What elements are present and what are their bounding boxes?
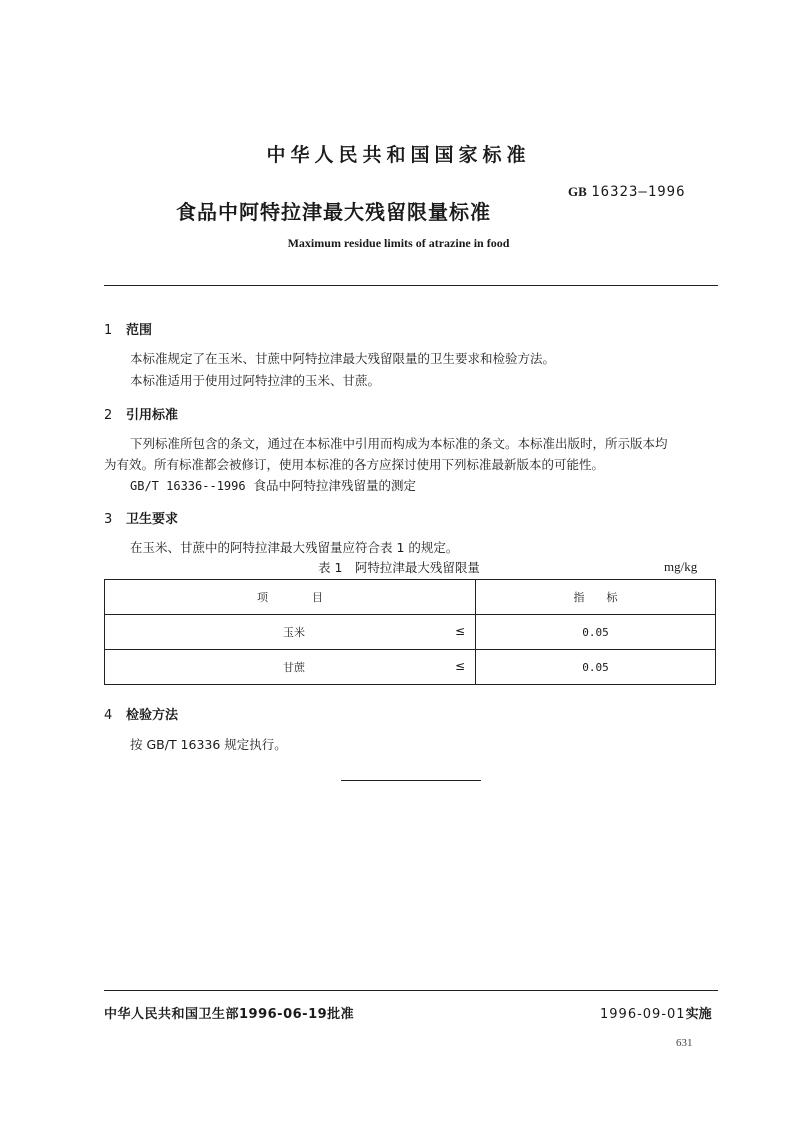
document-title: 食品中阿特拉津最大残留限量标准 (176, 200, 491, 224)
row-operator: ≤ (454, 659, 465, 673)
row-operator: ≤ (454, 624, 465, 638)
section-title: 范围 (126, 323, 153, 338)
end-rule (341, 780, 481, 781)
section-hygiene-heading (104, 508, 178, 527)
table-unit: mg/kg (664, 559, 698, 574)
footer-divider (104, 990, 718, 991)
row-item-name: 甘蔗 (283, 661, 305, 674)
section-references-heading (104, 404, 178, 423)
section-title: 卫生要求 (126, 512, 179, 527)
header-divider (104, 285, 718, 286)
section-number: 3 (104, 512, 113, 527)
page-number: 631 (676, 1037, 693, 1049)
row-value: 0.05 (476, 650, 716, 685)
section-title: 检验方法 (126, 708, 179, 723)
scope-paragraph-2: 本标准适用于使用过阿特拉津的玉米、甘蔗。 (130, 373, 381, 388)
row-item (105, 650, 476, 685)
row-item-name: 玉米 (283, 626, 305, 639)
section-scope-heading (104, 319, 152, 338)
scope-paragraph-1: 本标准规定了在玉米、甘蔗中阿特拉津最大残留限量的卫生要求和检验方法。 (130, 351, 556, 366)
national-standard-label: 中华人民共和国国家标准 (266, 144, 531, 166)
section-number: 1 (104, 323, 113, 338)
references-paragraph-line-1: 下列标准所包含的条文，通过在本标准中引用而构成为本标准的条文。本标准出版时，所示版本均 (130, 436, 668, 451)
header-item-label: 项 目 (257, 591, 323, 604)
table-caption: 表 1 阿特拉津最大残留限量 (318, 560, 480, 575)
effective-date: 1996-09-01 (600, 1007, 686, 1022)
section-method-heading (104, 704, 178, 723)
table-header-row (105, 580, 716, 615)
row-item (105, 615, 476, 650)
section-title: 引用标准 (126, 408, 179, 423)
standard-number-value: 16323—1996 (591, 184, 686, 200)
table-row (105, 650, 716, 685)
reference-code: GB/T 16336--1996 (130, 479, 246, 493)
table-row (105, 615, 716, 650)
approval-info: 中华人民共和国卫生部1996-06-19批准 (104, 1007, 355, 1022)
reference-title: 食品中阿特拉津残留量的测定 (253, 478, 417, 493)
standard-prefix: GB (568, 184, 587, 199)
section-number: 2 (104, 408, 113, 423)
header-index (476, 580, 716, 615)
section-number: 4 (104, 708, 113, 723)
effective-info (600, 1003, 712, 1022)
header-index-label: 指 标 (573, 591, 618, 604)
standard-number (568, 184, 686, 200)
references-paragraph-line-2: 为有效。所有标准都会被修订，使用本标准的各方应探讨使用下列标准最新版本的可能性。 (104, 457, 605, 472)
effective-label: 实施 (685, 1007, 712, 1022)
row-value: 0.05 (476, 615, 716, 650)
reference-entry (130, 476, 416, 494)
document-title-english: Maximum residue limits of atrazine in food (287, 236, 510, 250)
limits-table (104, 579, 716, 685)
header-item (105, 580, 476, 615)
hygiene-paragraph: 在玉米、甘蔗中的阿特拉津最大残留量应符合表 1 的规定。 (130, 540, 459, 555)
method-paragraph: 按 GB/T 16336 规定执行。 (130, 737, 287, 752)
